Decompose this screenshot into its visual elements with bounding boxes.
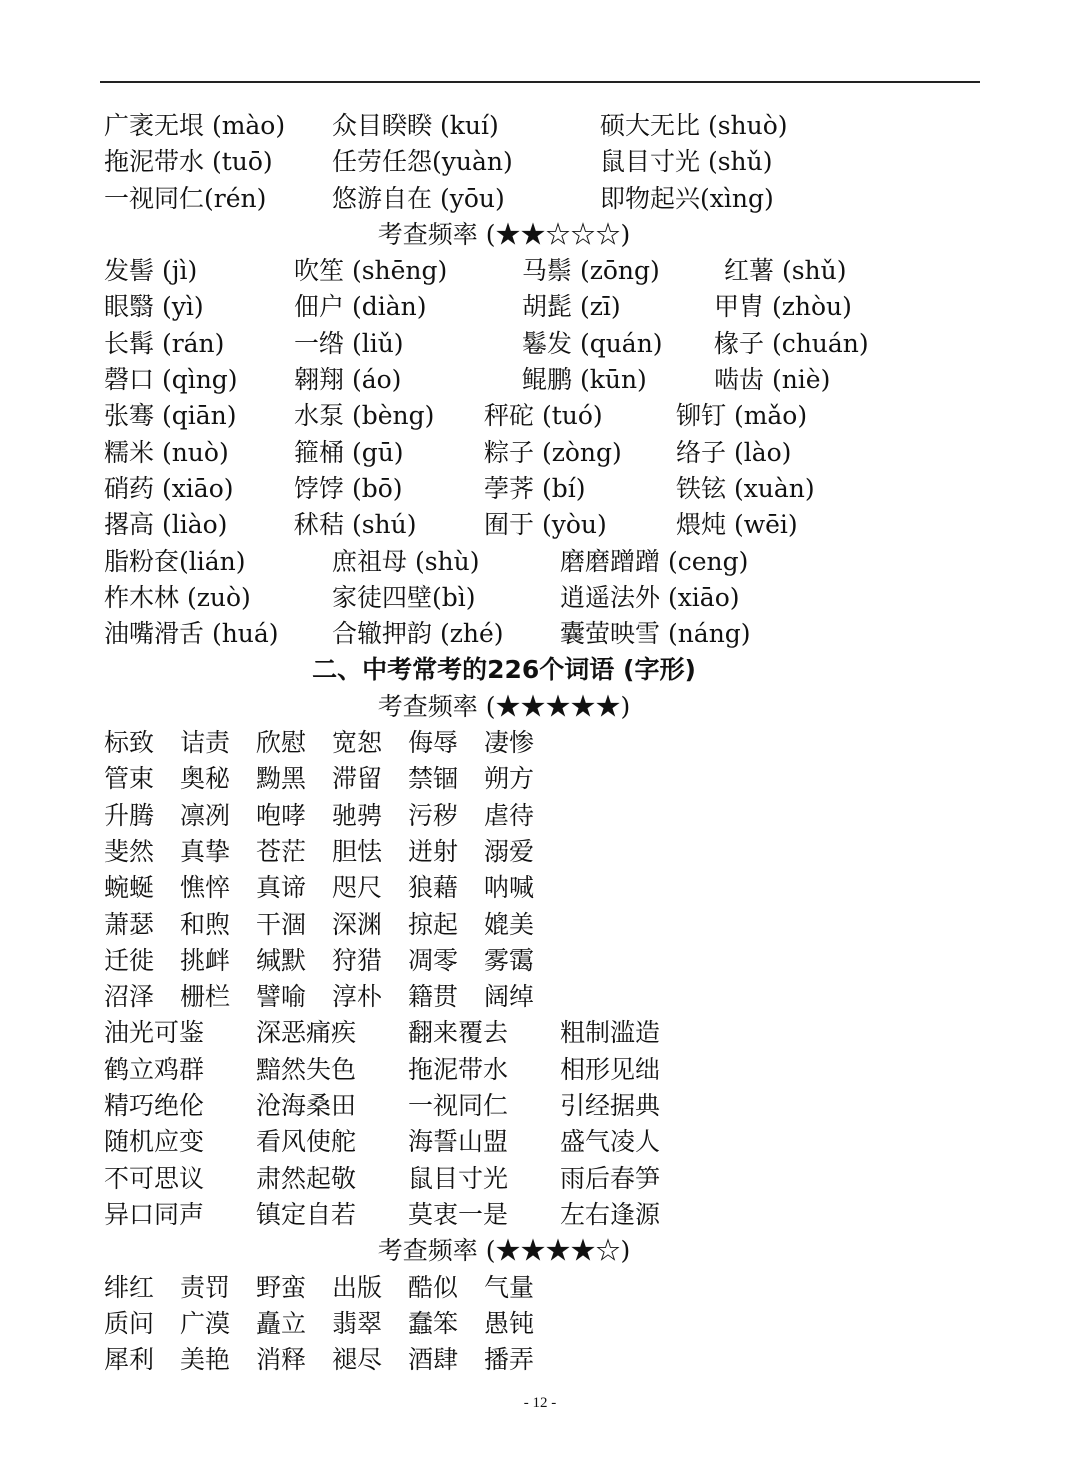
word: 黝黑 [256, 764, 307, 794]
word-entry: 悠游自在 (yōu) [332, 183, 505, 213]
list-item [104, 870, 984, 906]
list-item [104, 979, 984, 1015]
word-entry: 逍遥法外 (xiāo) [560, 582, 740, 612]
list-item [104, 108, 984, 144]
list-item [104, 1197, 984, 1233]
idiom: 相形见绌 [560, 1054, 661, 1084]
word: 诘责 [180, 728, 231, 758]
frequency-heading-5 [104, 689, 984, 725]
word: 迸射 [408, 836, 459, 866]
word: 干涸 [256, 909, 307, 939]
word: 媲美 [484, 909, 535, 939]
word-entry: 即物起兴(xìng) [600, 183, 774, 213]
frequency-label: 考查频率 (★★★★☆) [377, 1236, 631, 1266]
list-item [104, 834, 984, 870]
word: 朔方 [484, 764, 535, 794]
word: 真谛 [256, 873, 307, 903]
word: 升腾 [104, 800, 155, 830]
word-entry: 糯米 (nuò) [104, 437, 229, 467]
idiom: 雨后春笋 [560, 1163, 661, 1193]
list-item [104, 798, 984, 834]
word-entry: 硕大无比 (shuò) [600, 111, 788, 140]
idiom: 左右逢源 [560, 1199, 661, 1229]
word: 溺爱 [484, 836, 535, 866]
word-grid-b [104, 1270, 984, 1379]
frequency-heading-4 [104, 1233, 984, 1269]
word-entry: 眼翳 (yì) [104, 292, 204, 322]
word: 管束 [104, 764, 155, 794]
list-item [104, 1342, 984, 1378]
word: 气量 [484, 1272, 535, 1302]
word: 矗立 [256, 1308, 307, 1338]
word-entry: 脂粉奁(lián) [104, 546, 246, 576]
word: 侮辱 [408, 728, 459, 758]
word: 深渊 [332, 909, 383, 939]
page-number: - 12 - [523, 1395, 557, 1411]
word-entry: 马鬃 (zōng) [522, 256, 660, 286]
list-item [104, 398, 984, 434]
page-content [104, 108, 984, 1378]
list-item [104, 1306, 984, 1342]
list-item [104, 181, 984, 217]
idiom: 莫衷一是 [408, 1199, 509, 1229]
word-entry: 鲲鹏 (kūn) [522, 365, 647, 395]
word: 滞留 [332, 764, 383, 794]
word-entry: 撂高 (liào) [104, 510, 228, 540]
idiom: 拖泥带水 [408, 1054, 509, 1084]
word: 苍茫 [256, 836, 307, 866]
word-entry: 甲胄 (zhòu) [714, 292, 852, 322]
word: 咆哮 [256, 800, 307, 830]
list-item [104, 1088, 984, 1124]
word: 翡翠 [332, 1308, 383, 1338]
idiom: 油光可鉴 [104, 1018, 205, 1048]
word-entry: 磨磨蹭蹭 (ceng) [560, 546, 749, 576]
pinyin-group-b [104, 253, 984, 543]
word: 掠起 [408, 909, 459, 939]
word-entry: 发髻 (jì) [104, 256, 198, 286]
word: 缄默 [256, 945, 307, 975]
word: 狩猎 [332, 945, 383, 975]
word-entry: 广袤无垠 (mào) [104, 111, 286, 140]
word: 籍贯 [408, 982, 459, 1012]
word: 虐待 [484, 800, 535, 830]
list-item [104, 471, 984, 507]
idiom: 引经据典 [560, 1091, 661, 1121]
list-item [104, 435, 984, 471]
list-item [104, 289, 984, 325]
word-entry: 铆钉 (mǎo) [676, 401, 808, 431]
word-entry: 囿于 (yòu) [484, 510, 607, 540]
list-item [104, 1124, 984, 1160]
word: 雾霭 [484, 945, 535, 975]
idiom: 鼠目寸光 [408, 1163, 509, 1193]
frequency-label: 考查频率 (★★☆☆☆) [377, 219, 631, 249]
idiom-grid [104, 1015, 984, 1233]
word-entry: 饽饽 (bō) [294, 473, 403, 503]
idiom: 翻来覆去 [408, 1018, 509, 1048]
word: 欣慰 [256, 728, 307, 758]
word: 质问 [104, 1308, 155, 1338]
word-entry: 翱翔 (áo) [294, 365, 402, 395]
idiom: 粗制滥造 [560, 1018, 661, 1048]
word: 愚钝 [484, 1308, 535, 1338]
section-heading: 二、中考常考的226个词语 (字形) [312, 655, 696, 685]
list-item [104, 907, 984, 943]
word: 出版 [332, 1272, 383, 1302]
idiom: 精巧绝伦 [104, 1091, 205, 1121]
word: 迁徙 [104, 945, 155, 975]
pinyin-group-a [104, 108, 984, 217]
word-entry: 胡髭 (zī) [522, 292, 621, 322]
word: 萧瑟 [104, 909, 155, 939]
word: 栅栏 [180, 982, 231, 1012]
word-entry: 拖泥带水 (tuō) [104, 147, 273, 177]
top-rule [100, 81, 980, 83]
idiom: 异口同声 [104, 1199, 205, 1229]
list-item [104, 725, 984, 761]
word: 酷似 [408, 1272, 459, 1302]
idiom: 鹤立鸡群 [104, 1054, 205, 1084]
list-item [104, 1270, 984, 1306]
word: 斐然 [104, 836, 155, 866]
word-entry: 粽子 (zòng) [484, 437, 622, 467]
idiom: 沧海桑田 [256, 1091, 357, 1121]
word-entry: 煨炖 (wēi) [676, 510, 798, 540]
word: 和煦 [180, 909, 231, 939]
word: 凛冽 [180, 800, 231, 830]
word: 憔悴 [180, 873, 231, 903]
word: 淳朴 [332, 982, 383, 1012]
word-entry: 荸荠 (bí) [484, 473, 586, 503]
word-grid-a [104, 725, 984, 1015]
word-entry: 吹笙 (shēng) [294, 256, 448, 286]
word-entry: 鬈发 (quán) [522, 328, 663, 358]
idiom: 不可思议 [104, 1163, 205, 1193]
word: 凄惨 [484, 728, 535, 758]
word-entry: 磬口 (qìng) [104, 365, 238, 395]
word: 驰骋 [332, 800, 383, 830]
word: 凋零 [408, 945, 459, 975]
word: 阔绰 [484, 982, 535, 1012]
word-entry: 家徒四壁(bì) [332, 582, 476, 612]
word: 真挚 [180, 836, 231, 866]
idiom: 随机应变 [104, 1127, 205, 1157]
list-item [104, 943, 984, 979]
idiom: 肃然起敬 [256, 1163, 357, 1193]
word: 宽恕 [332, 728, 383, 758]
word: 犀利 [104, 1345, 155, 1375]
list-item [104, 1015, 984, 1051]
word: 胆怯 [332, 836, 383, 866]
word: 绯红 [104, 1272, 155, 1302]
word-entry: 啮齿 (niè) [714, 365, 831, 395]
list-item [104, 580, 984, 616]
word-entry: 油嘴滑舌 (huá) [104, 619, 279, 649]
word-entry: 水泵 (bèng) [294, 401, 435, 431]
idiom: 看风使舵 [256, 1127, 357, 1157]
list-item [104, 544, 984, 580]
word-entry: 一视同仁(rén) [104, 183, 267, 213]
word: 酒肆 [408, 1345, 459, 1375]
word-entry: 佃户 (diàn) [294, 292, 427, 322]
word: 广漠 [180, 1308, 231, 1338]
word-entry: 箍桶 (gū) [294, 437, 404, 467]
idiom: 镇定自若 [256, 1199, 357, 1229]
word: 蠢笨 [408, 1308, 459, 1338]
list-item [104, 1161, 984, 1197]
word-entry: 红薯 (shǔ) [724, 256, 847, 286]
word: 奥秘 [180, 764, 231, 794]
word-entry: 张骞 (qiān) [104, 401, 237, 431]
word: 消释 [256, 1345, 307, 1375]
word: 褪尽 [332, 1345, 383, 1375]
word-entry: 柞木林 (zuò) [104, 582, 251, 612]
word: 狼藉 [408, 873, 459, 903]
list-item [104, 326, 984, 362]
word-entry: 硝药 (xiāo) [104, 473, 234, 503]
word: 呐喊 [484, 873, 535, 903]
word-entry: 铁铉 (xuàn) [676, 473, 815, 503]
word-entry: 秤砣 (tuó) [484, 401, 603, 431]
word: 沼泽 [104, 982, 155, 1012]
word-entry: 络子 (lào) [676, 437, 792, 467]
word: 咫尺 [332, 873, 383, 903]
word-entry: 庶祖母 (shù) [332, 546, 480, 576]
word-entry: 囊萤映雪 (náng) [560, 619, 751, 649]
word-entry: 任劳任怨(yuàn) [332, 147, 513, 177]
word-entry: 鼠目寸光 (shǔ) [600, 147, 773, 177]
section-two-heading-row [104, 652, 984, 688]
word-entry: 秫秸 (shú) [294, 510, 417, 540]
list-item [104, 253, 984, 289]
list-item [104, 144, 984, 180]
word-entry: 合辙押韵 (zhé) [332, 619, 504, 649]
word: 责罚 [180, 1272, 231, 1302]
list-item [104, 616, 984, 652]
word: 挑衅 [180, 945, 231, 975]
list-item [104, 761, 984, 797]
word: 譬喻 [256, 982, 307, 1012]
word: 蜿蜒 [104, 873, 155, 903]
word: 标致 [104, 728, 155, 758]
word-entry: 众目睽睽 (kuí) [332, 111, 499, 140]
idiom: 深恶痛疾 [256, 1018, 357, 1048]
list-item [104, 507, 984, 543]
word: 野蛮 [256, 1272, 307, 1302]
word: 美艳 [180, 1345, 231, 1375]
idiom: 黯然失色 [256, 1054, 357, 1084]
list-item [104, 362, 984, 398]
word-entry: 椽子 (chuán) [714, 328, 869, 358]
idiom: 盛气凌人 [560, 1127, 661, 1157]
frequency-label: 考查频率 (★★★★★) [377, 691, 631, 721]
word: 禁锢 [408, 764, 459, 794]
word-entry: 长髯 (rán) [104, 328, 225, 358]
word: 污秽 [408, 800, 459, 830]
word: 播弄 [484, 1345, 535, 1375]
list-item [104, 1052, 984, 1088]
pinyin-group-c [104, 544, 984, 653]
idiom: 海誓山盟 [408, 1127, 509, 1157]
idiom: 一视同仁 [408, 1091, 509, 1121]
word-entry: 一绺 (liǔ) [294, 328, 404, 358]
frequency-heading-2 [104, 217, 984, 253]
